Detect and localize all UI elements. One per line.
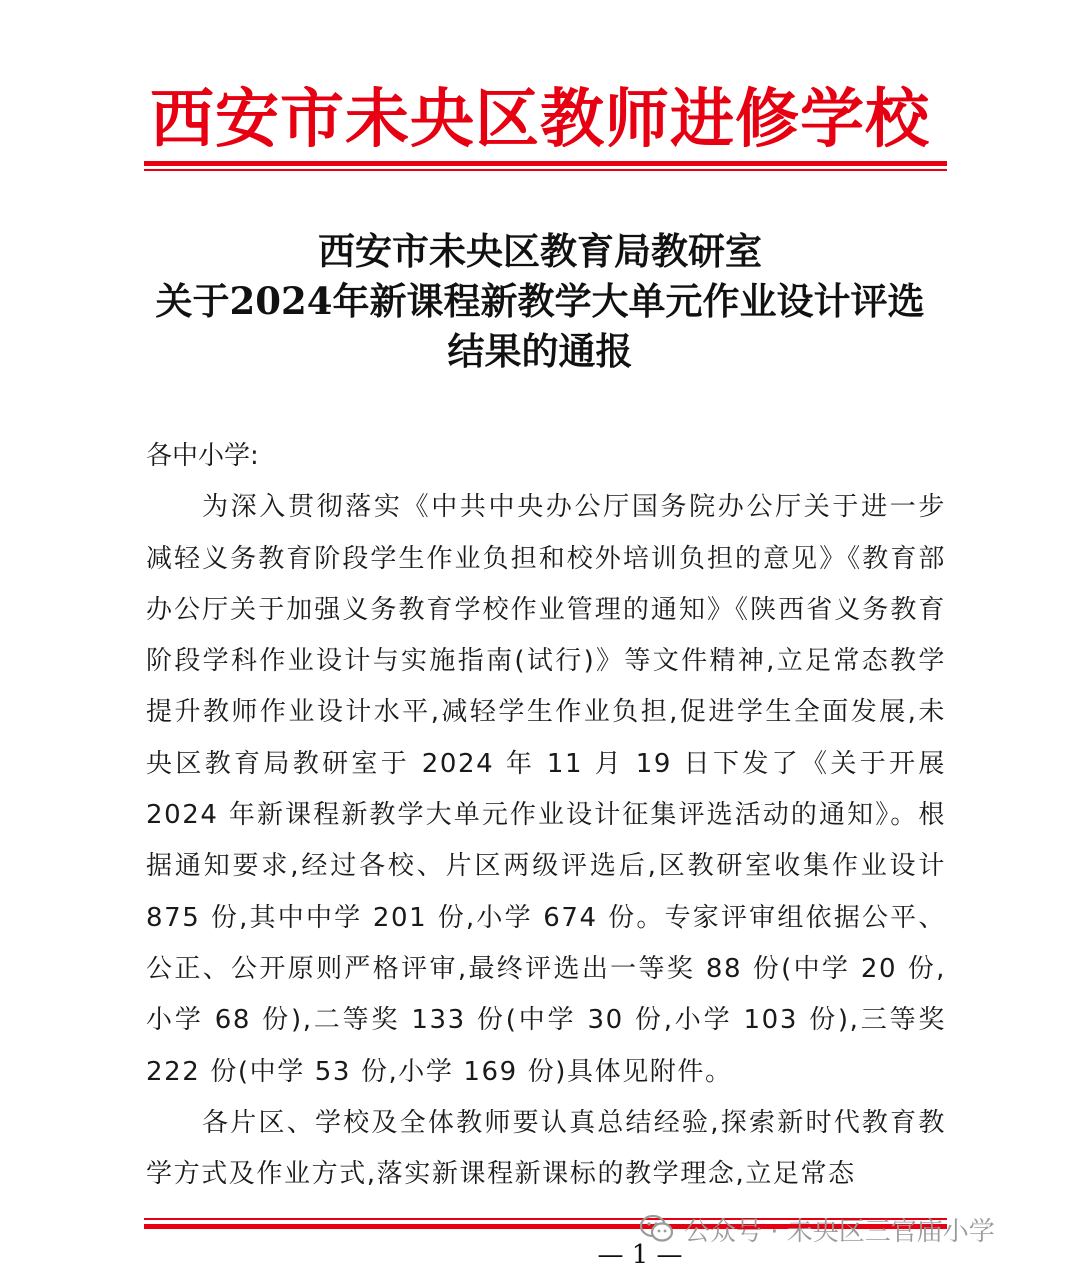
document-title-line: 关于2024年新课程新教学大单元作业设计评选 (155, 279, 925, 323)
body-paragraph: 为深入贯彻落实《中共中央办公厅国务院办公厅关于进一步减轻义务教育阶段学生作业负担和校外培训负担的意见》《教育部办公厅关于加强义务教育学校作业管理的通知》《陕西省义务教育阶段学科作业设计与实施指南(试行)》等文件精神,立足常态教学提升教师作业设计水平,减轻学生作业负担,促进学生全面发展,未央区教育局教研室于 2024 年 11 月 19 日下发了《关于开展 2024 年新课程新教学大单元作业设计征集评选活动的通知》。根据通知要求,经过各校、片区两级评选后,区教研室收集作业设计 875 份,其中中学 201 份,小学 674 份。专家评审组依据公平、公正、公开原则严格评审,最终评选出一等奖 88 份(中学 20 份,小学 68 份),二等奖 133 份(中学 30 份,小学 103 份),三等奖 222 份(中学 53 份,小学 169 份)具体见附件。 (146, 492, 946, 1087)
body-paragraph: 各片区、学校及全体教师要认真总结经验,探索新时代教育教学方式及作业方式,落实新课程新课标的教学理念,立足常态 (146, 1107, 946, 1190)
watermark-text: 公众号 · 未央区三官庙小学 (684, 1216, 995, 1247)
document-body (146, 431, 946, 1200)
header-rule-thick (144, 161, 947, 166)
page-number: — 1 — (597, 1240, 683, 1270)
salutation: 各中小学: (146, 441, 259, 471)
document-title-line: 结果的通报 (447, 329, 633, 373)
document-title (0, 226, 1080, 376)
document-title-line: 西安市未央区教育局教研室 (318, 229, 762, 273)
header-organization-title: 西安市未央区教师进修学校 (150, 82, 930, 157)
header-rule-thin (144, 169, 947, 171)
